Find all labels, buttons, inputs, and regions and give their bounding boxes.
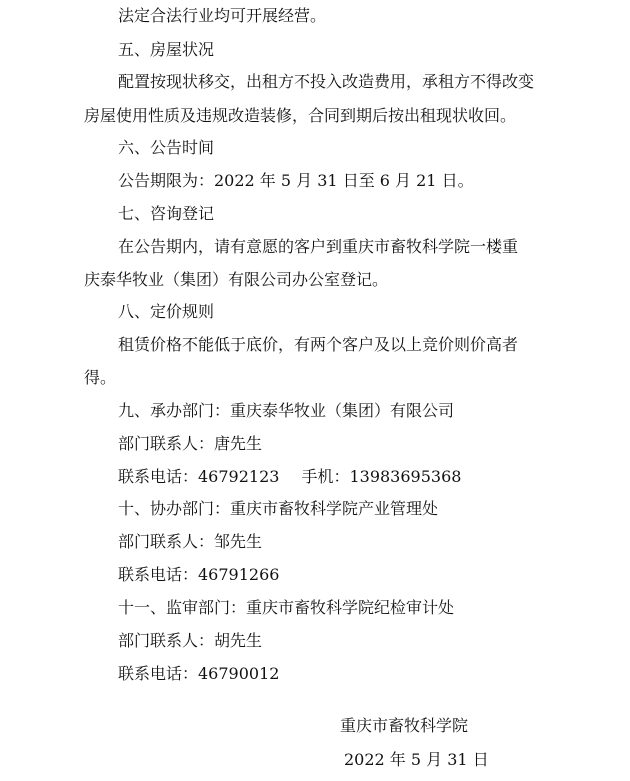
- text-line: 法定合法行业均可开展经营。: [118, 6, 327, 25]
- contact-mobile: 手机：13983695368: [301, 467, 462, 486]
- text-line: 房屋使用性质及违规改造装修，合同到期后按出租现状收回。: [84, 106, 517, 125]
- contact-phone: 联系电话：46792123: [118, 467, 280, 486]
- section-heading-consultation: 七、咨询登记: [118, 204, 215, 223]
- section-heading-notice-time: 六、公告时间: [118, 138, 215, 157]
- contact-phone: 联系电话：46790012: [118, 664, 280, 683]
- section-heading-pricing-rules: 八、定价规则: [118, 302, 215, 321]
- section-heading-organizer: 九、承办部门：重庆泰华牧业（集团）有限公司: [118, 401, 455, 420]
- signature-organization: 重庆市畜牧科学院: [340, 716, 469, 735]
- section-heading-co-organizer: 十、协办部门：重庆市畜牧科学院产业管理处: [118, 499, 439, 518]
- text-line: 租赁价格不能低于底价，有两个客户及以上竞价则价高者: [118, 335, 519, 354]
- signature-date: 2022 年 5 月 31 日: [344, 750, 489, 769]
- contact-phone: 联系电话：46791266: [118, 565, 280, 584]
- section-heading-supervisor: 十一、监审部门：重庆市畜牧科学院纪检审计处: [118, 598, 455, 617]
- section-heading-house-status: 五、房屋状况: [118, 40, 215, 59]
- text-line: 庆泰华牧业（集团）有限公司办公室登记。: [84, 270, 389, 289]
- text-line: 得。: [84, 368, 117, 387]
- contact-phone-row: [118, 467, 461, 487]
- contact-person: 部门联系人：胡先生: [118, 631, 263, 650]
- text-line: 公告期限为：2022 年 5 月 31 日至 6 月 21 日。: [118, 171, 474, 190]
- text-line: 配置按现状移交，出租方不投入改造费用，承租方不得改变: [118, 72, 535, 91]
- text-line: 在公告期内，请有意愿的客户到重庆市畜牧科学院一楼重: [118, 237, 519, 256]
- contact-person: 部门联系人：邹先生: [118, 532, 263, 551]
- contact-person: 部门联系人：唐先生: [118, 434, 263, 453]
